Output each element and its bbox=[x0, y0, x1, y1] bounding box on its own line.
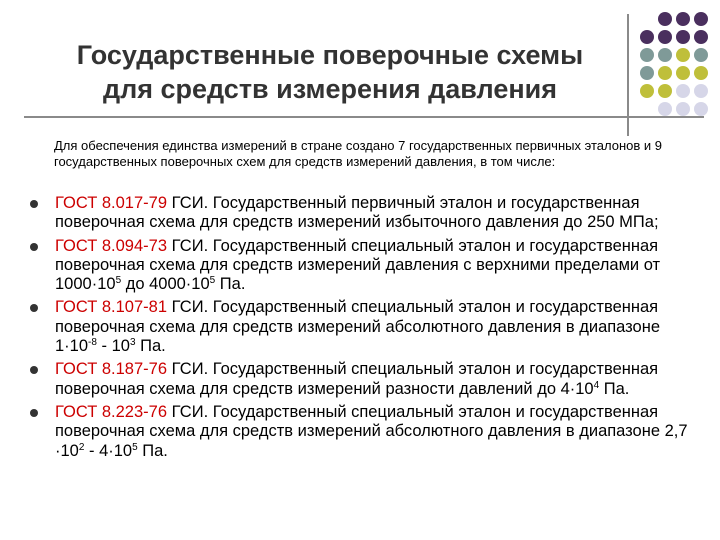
list-item bbox=[28, 194, 688, 233]
gost-code: ГОСТ 8.223-76 bbox=[55, 402, 168, 421]
title-line-2: для средств измерения давления bbox=[102, 74, 558, 104]
decorative-dot bbox=[658, 84, 672, 98]
slide-title bbox=[40, 38, 620, 106]
item-text: ГСИ. Государственный первичный эталон и государственная поверочная схема для средств измерений избыточного давления до 250 МПа; bbox=[55, 194, 659, 232]
item-text-mid: до 4000·10 bbox=[121, 275, 210, 294]
decorative-dot bbox=[658, 30, 672, 44]
item-text-tail: Па. bbox=[135, 337, 166, 356]
decorative-dot bbox=[694, 30, 708, 44]
item-text: ГСИ. Государственный специальный эталон и государственная поверочная схема для средств измерений давления с верхними пределами от 1000·10 bbox=[55, 236, 661, 294]
exponent: 4 bbox=[593, 379, 600, 391]
item-text-tail: Па. bbox=[215, 275, 246, 294]
decorative-dot bbox=[658, 12, 672, 26]
item-text-mid: Па. bbox=[599, 379, 630, 398]
decorative-dot bbox=[676, 30, 690, 44]
bullet-icon bbox=[30, 200, 38, 208]
title-line-1: Государственные поверочные схемы bbox=[76, 40, 584, 70]
decorative-dot bbox=[676, 48, 690, 62]
decorative-horizontal-line bbox=[24, 116, 704, 118]
list-item bbox=[28, 360, 688, 399]
decorative-dot bbox=[640, 48, 654, 62]
decorative-dot bbox=[640, 30, 654, 44]
gost-code: ГОСТ 8.107-81 bbox=[55, 298, 168, 317]
list-item bbox=[28, 403, 688, 461]
decorative-dot bbox=[694, 66, 708, 80]
decorative-dot bbox=[640, 84, 654, 98]
decorative-dot bbox=[694, 12, 708, 26]
bullet-icon bbox=[30, 366, 38, 374]
exponent: 3 bbox=[129, 337, 136, 349]
exponent: 5 bbox=[209, 275, 216, 287]
item-text-tail: Па. bbox=[137, 441, 168, 460]
exponent: -8 bbox=[88, 337, 97, 349]
gost-code: ГОСТ 8.094-73 bbox=[55, 236, 168, 255]
decorative-dot bbox=[676, 102, 690, 116]
bullet-icon bbox=[30, 243, 38, 251]
decorative-dot bbox=[658, 66, 672, 80]
item-text: ГСИ. Государственный специальный эталон и государственная поверочная схема для средств измерений абсолютного давления в диапазоне 2,7 ·10 bbox=[55, 402, 688, 460]
item-text-mid: - 10 bbox=[96, 337, 130, 356]
intro-text: Для обеспечения единства измерений в стране создано 7 государственных первичных эталонов и 9 государственных поверочных схем для средств измерений давления, в том числе: bbox=[54, 138, 662, 169]
gost-code: ГОСТ 8.187-76 bbox=[55, 360, 168, 379]
exponent: 5 bbox=[132, 441, 138, 453]
decorative-dot bbox=[658, 102, 672, 116]
decorative-dot bbox=[694, 84, 708, 98]
bullet-icon bbox=[30, 304, 38, 312]
item-text-mid: - 4·10 bbox=[84, 441, 133, 460]
list-item bbox=[28, 298, 688, 356]
gost-list bbox=[28, 194, 688, 461]
decorative-dot bbox=[694, 102, 708, 116]
decorative-dot bbox=[676, 12, 690, 26]
decorative-dot bbox=[658, 48, 672, 62]
exponent: 5 bbox=[115, 275, 122, 287]
item-text: ГСИ. Государственный специальный эталон и государственная поверочная схема для средств измерений абсолютного давления в диапазоне 1·10 bbox=[55, 298, 661, 356]
gost-code: ГОСТ 8.017-79 bbox=[55, 194, 168, 212]
item-text: ГСИ. Государственный специальный эталон и государственная поверочная схема для средств измерений разности давлений до 4·10 bbox=[55, 360, 659, 398]
decorative-dot bbox=[676, 66, 690, 80]
decorative-dot bbox=[676, 84, 690, 98]
list-item bbox=[28, 237, 688, 295]
bullet-icon bbox=[30, 409, 38, 417]
decorative-dot bbox=[640, 66, 654, 80]
exponent: 2 bbox=[78, 441, 85, 453]
decorative-dot bbox=[694, 48, 708, 62]
